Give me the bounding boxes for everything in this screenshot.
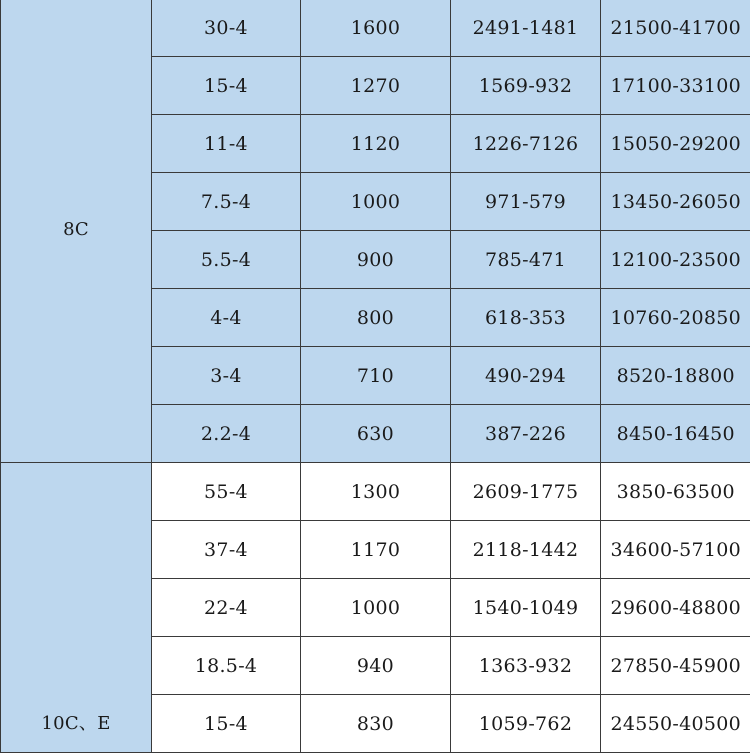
table-cell: 710	[301, 347, 451, 405]
table-cell: 1000	[301, 579, 451, 637]
table-cell: 3-4	[152, 347, 301, 405]
table-cell: 1600	[301, 0, 451, 57]
table-cell: 12100-23500	[601, 231, 750, 289]
table-cell: 8520-18800	[601, 347, 750, 405]
table-row	[1, 463, 750, 521]
table-cell: 7.5-4	[152, 173, 301, 231]
table-cell: 1540-1049	[451, 579, 601, 637]
table-cell: 15-4	[152, 57, 301, 115]
table-cell: 3850-63500	[601, 463, 750, 521]
table-cell: 11-4	[152, 115, 301, 173]
table-cell: 15050-29200	[601, 115, 750, 173]
table-cell: 18.5-4	[152, 637, 301, 695]
table-cell: 785-471	[451, 231, 601, 289]
table-cell: 800	[301, 289, 451, 347]
table-cell: 940	[301, 637, 451, 695]
table-cell: 490-294	[451, 347, 601, 405]
table-cell: 2491-1481	[451, 0, 601, 57]
table-cell: 630	[301, 405, 451, 463]
table-cell: 17100-33100	[601, 57, 750, 115]
table-cell: 1170	[301, 521, 451, 579]
table-cell: 971-579	[451, 173, 601, 231]
table-cell: 13450-26050	[601, 173, 750, 231]
table-cell: 830	[301, 695, 451, 753]
table-cell: 1226-7126	[451, 115, 601, 173]
table-cell: 2609-1775	[451, 463, 601, 521]
table-cell: 900	[301, 231, 451, 289]
table-cell: 21500-41700	[601, 0, 750, 57]
table-cell: 1059-762	[451, 695, 601, 753]
table-cell: 1000	[301, 173, 451, 231]
table-cell: 4-4	[152, 289, 301, 347]
table-cell: 8450-16450	[601, 405, 750, 463]
table-cell: 10760-20850	[601, 289, 750, 347]
table-cell: 387-226	[451, 405, 601, 463]
table-cell: 29600-48800	[601, 579, 750, 637]
table-cell: 1569-932	[451, 57, 601, 115]
table-cell: 618-353	[451, 289, 601, 347]
table-cell: 22-4	[152, 579, 301, 637]
table-cell: 24550-40500	[601, 695, 750, 753]
table-cell: 2118-1442	[451, 521, 601, 579]
table-cell: 1363-932	[451, 637, 601, 695]
table-cell: 1270	[301, 57, 451, 115]
group-label-cell: 10C、E	[1, 463, 152, 753]
table-cell: 30-4	[152, 0, 301, 57]
table-cell: 27850-45900	[601, 637, 750, 695]
table-cell: 34600-57100	[601, 521, 750, 579]
table-cell: 5.5-4	[152, 231, 301, 289]
group-label-cell: 8C	[1, 0, 152, 463]
table-row	[1, 0, 750, 57]
table-cell: 37-4	[152, 521, 301, 579]
spec-table-body	[1, 0, 750, 753]
table-cell: 1120	[301, 115, 451, 173]
table-cell: 1300	[301, 463, 451, 521]
table-cell: 15-4	[152, 695, 301, 753]
table-cell: 2.2-4	[152, 405, 301, 463]
table-cell: 55-4	[152, 463, 301, 521]
